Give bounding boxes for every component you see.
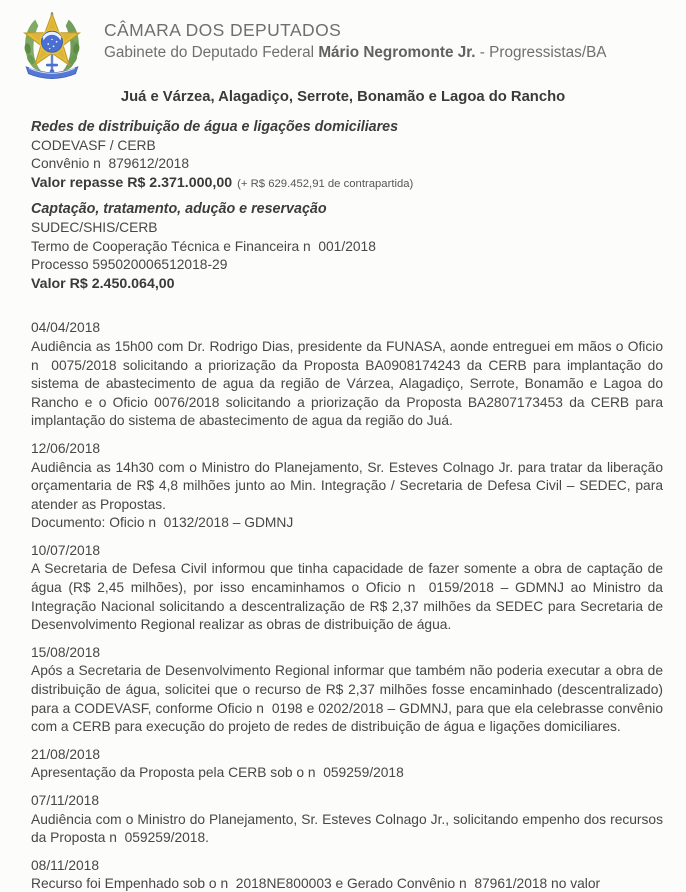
office-suffix: - Progressistas/BA bbox=[475, 44, 607, 61]
timeline-entry bbox=[31, 440, 667, 533]
deputy-name: Mário Negromonte Jr. bbox=[318, 44, 476, 61]
entry-date: 08/11/2018 bbox=[31, 857, 100, 873]
entry-date: 21/08/2018 bbox=[31, 746, 101, 762]
project-section-captacao bbox=[31, 200, 663, 293]
entry-text: Audiência com o Ministro do Planejamento, Sr. Esteves Colnago Jr., solicitando empenho dos recursos da Proposta n 059259/2018. bbox=[31, 811, 667, 846]
entry-date: 10/07/2018 bbox=[31, 542, 101, 558]
project-heading: Redes de distribuição de água e ligações domiciliares bbox=[31, 119, 399, 135]
entry-date: 15/08/2018 bbox=[31, 644, 101, 660]
project-line: Processo 595020006512018-29 bbox=[31, 257, 228, 273]
org-name: CÂMARA DOS DEPUTADOS bbox=[104, 20, 342, 40]
entry-date: 12/06/2018 bbox=[31, 440, 101, 456]
letterhead-text bbox=[104, 20, 606, 62]
project-heading: Captação, tratamento, adução e reservação bbox=[31, 201, 327, 218]
entry-text: A Secretaria de Defesa Civil informou que tinha capacidade de fazer somente a obra de captação de água (R$ 2,45 milhões), por isso encaminhamos o Oficio n 0159/2018 – GDMNJ ao Ministro da Integração Nacional solicitando a descentralização de R$ 2,37 milhões da SEDEC para Secretaria de Desenvolvimento Regional realizar as obras de distribuição de água. bbox=[31, 561, 667, 633]
document-body bbox=[0, 105, 686, 892]
office-line bbox=[104, 43, 606, 62]
entry-text: Audiência as 14h30 com o Ministro do Planejamento, Sr. Esteves Colnago Jr. para tratar da liberação orçamentaria de R$ 4,8 milhões junto ao Min. Integração / Secretaria de Defesa Civil – SEDEC, para atender as Propostas. bbox=[31, 459, 667, 512]
value-note: (+ R$ 629.452,91 de contrapartida) bbox=[237, 177, 414, 190]
value-label: Valor R$ 2.450.064,00 bbox=[31, 275, 175, 292]
timeline-entry bbox=[31, 542, 667, 635]
project-section-redes bbox=[31, 118, 663, 193]
project-value-line bbox=[31, 275, 663, 294]
timeline-entry bbox=[31, 746, 663, 783]
project-value-line bbox=[31, 174, 663, 194]
timeline-entry bbox=[31, 644, 667, 737]
timeline bbox=[31, 319, 667, 892]
timeline-entry bbox=[31, 792, 667, 848]
entry-date: 07/11/2018 bbox=[31, 793, 100, 808]
entry-text: Apresentação da Proposta pela CERB sob o n 059259/2018 bbox=[31, 765, 404, 781]
brazil-coat-of-arms-icon bbox=[14, 5, 90, 83]
value-label: Valor repasse R$ 2.371.000,00 bbox=[31, 174, 233, 191]
timeline-entry bbox=[31, 319, 667, 431]
project-line: SUDEC/SHIS/CERB bbox=[31, 219, 158, 235]
entry-text: Audiência as 15h00 com Dr. Rodrigo Dias, presidente da FUNASA, aonde entreguei em mãos o Oficio n 0075/2018 solicitando a priorização da Proposta BA0908174243 da CERB para implantação do sistema de abastecimento de agua da região de Várzea, Alagadiço, Serrote, Bonamão e Lagoa do Rancho e o Oficio 0076/2018 solicitando a priorização da Proposta BA2807173453 da CERB para implantação do sistema de abastecimento de agua da região do Juá. bbox=[31, 338, 667, 429]
timeline-entry bbox=[31, 857, 663, 892]
letterhead bbox=[0, 0, 686, 86]
entry-document-ref: Documento: Oficio n 0132/2018 – GDMNJ bbox=[31, 515, 294, 531]
entry-text: Recurso foi Empenhado sob o n 2018NE800003 e Gerado Convênio n 87961/2018 no valor bbox=[31, 876, 601, 892]
project-line: Convênio n 879612/2018 bbox=[31, 156, 190, 172]
project-line: CODEVASF / CERB bbox=[31, 137, 156, 153]
entry-text: Após a Secretaria de Desenvolvimento Regional informar que também não poderia executar a obra de distribuição de água, solicitei que o recurso de R$ 2,37 milhões fosse encaminhado (descentralizado) para a CODEVASF, conforme Oficio n 0198 e 0202/2018 – GDMNJ, para que ela celebrasse convênio com a CERB para execução do projeto de redes de distribuição de água e ligações domiciliares. bbox=[31, 663, 667, 735]
document-title: Juá e Várzea, Alagadiço, Serrote, Bonamão e Lagoa do Rancho bbox=[120, 89, 566, 105]
entry-date: 04/04/2018 bbox=[31, 320, 101, 336]
office-prefix: Gabinete do Deputado Federal bbox=[104, 44, 319, 61]
project-line: Termo de Cooperação Técnica e Financeira n 001/2018 bbox=[31, 238, 376, 254]
